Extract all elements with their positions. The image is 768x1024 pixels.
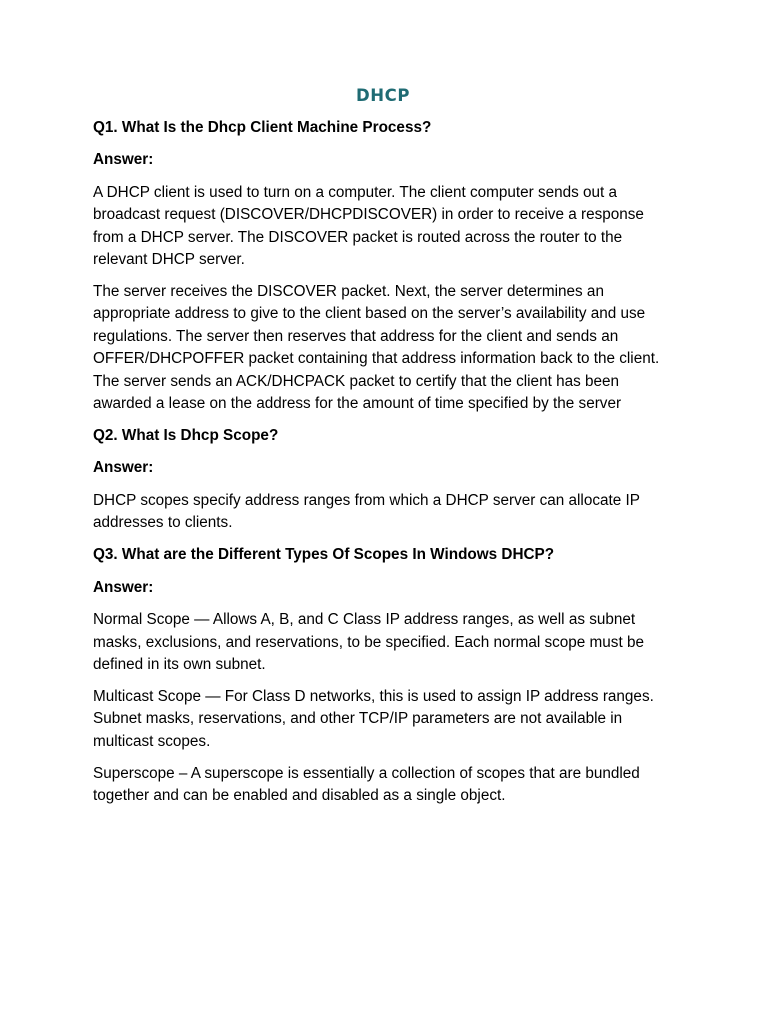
answer-paragraph: A DHCP client is used to turn on a computer. The client computer sends out a broadcast request (DISCOVER/DHCPDISCOVER) in order to receive a response from a DHCP server. The DISCOVER packet is routed across the router to the relevant DHCP server.: [93, 183, 644, 269]
answer-paragraph: The server receives the DISCOVER packet. Next, the server determines an appropriate address to give to the client based on the server’s availability and use regulations. The server then reserves that address for the client and sends an OFFER/DHCPOFFER packet containing that address information back to the client. The server sends an ACK/DHCPACK packet to certify that the client has been awarded a lease on the address for the amount of time specified by the server: [93, 283, 660, 413]
answer-paragraph: DHCP scopes specify address ranges from which a DHCP server can allocate IP addresses to clients.: [93, 491, 640, 532]
qa-section-2: [93, 425, 673, 535]
answer-label: Answer:: [93, 459, 154, 477]
question-heading: Q2. What Is Dhcp Scope?: [93, 427, 279, 445]
answer-paragraph: Multicast Scope — For Class D networks, this is used to assign IP address ranges. Subnet masks, reservations, and other TCP/IP parameters are not available in multicast scopes.: [93, 687, 654, 750]
question-heading: Q1. What Is the Dhcp Client Machine Process?: [93, 119, 432, 136]
answer-paragraph: Normal Scope — Allows A, B, and C Class IP address ranges, as well as subnet masks, exclusions, and reservations, to be specified. Each normal scope must be defined in its own subnet.: [93, 611, 644, 673]
qa-section-1: [93, 117, 673, 415]
answer-paragraph: Superscope – A superscope is essentially a collection of scopes that are bundled together and can be enabled and disabled as a single object.: [93, 764, 640, 805]
document-title: DHCP: [355, 86, 411, 105]
qa-section-3: [93, 544, 673, 807]
question-heading: Q3. What are the Different Types Of Scopes In Windows DHCP?: [93, 546, 555, 564]
answer-label: Answer:: [93, 578, 154, 596]
answer-label: Answer:: [93, 151, 154, 169]
document-page: [93, 84, 673, 817]
